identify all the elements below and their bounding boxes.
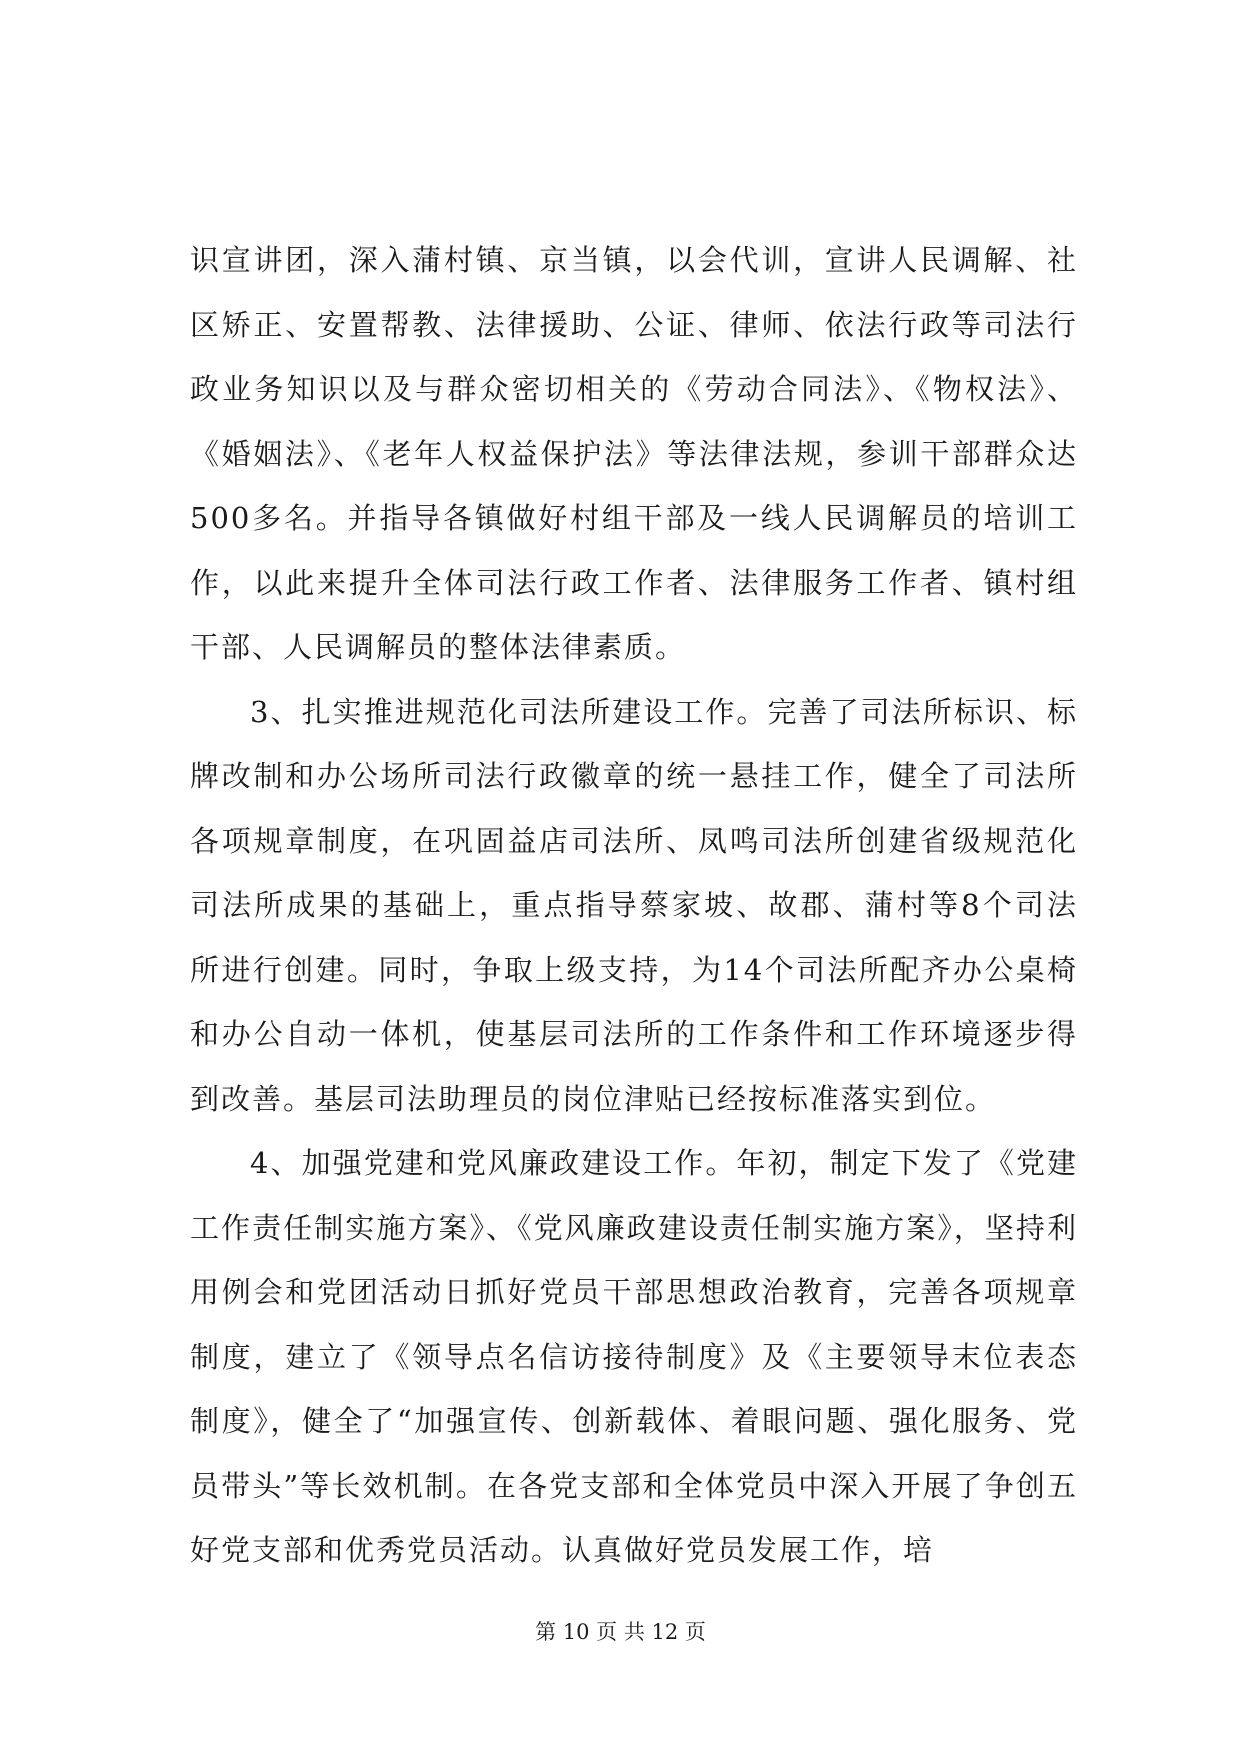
page-number-footer: 第 10 页 共 12 页 [535, 1620, 706, 1644]
paragraph-party-building: 4、加强党建和党风廉政建设工作。年初，制定下发了《党建工作责任制实施方案》、《党风廉政建设责任制实施方案》，坚持利用例会和党团活动日抓好党员干部思想政治教育，完善各项规章制度，建立了《领导点名信访接待制度》及《主要领导末位表态制度》，健全了“加强宣传、创新载体、着眼问题、强化服务、党员带头”等长效机制。在各党支部和全体党员中深入开展了争创五好党支部和优秀党员活动。认真做好党员发展工作，培 [190, 1146, 1078, 1567]
paragraph-judicial-office-construction: 3、扎实推进规范化司法所建设工作。完善了司法所标识、标牌改制和办公场所司法行政徽章的统一悬挂工作，健全了司法所各项规章制度，在巩固益店司法所、凤鸣司法所创建省级规范化司法所成果的基础上，重点指导蔡家坡、故郡、蒲村等8个司法所进行创建。同时，争取上级支持，为14个司法所配齐办公桌椅和办公自动一体机，使基层司法所的工作条件和工作环境逐步得到改善。基层司法助理员的岗位津贴已经按标准落实到位。 [190, 694, 1078, 1116]
paragraph-training: 识宣讲团，深入蒲村镇、京当镇，以会代训，宣讲人民调解、社区矫正、安置帮教、法律援助、公证、律师、依法行政等司法行政业务知识以及与群众密切相关的《劳动合同法》、《物权法》、《婚姻法》、《老年人权益保护法》等法律法规，参训干部群众达500多名。并指导各镇做好村组干部及一线人民调解员的培训工作，以此来提升全体司法行政工作者、法律服务工作者、镇村组干部、人民调解员的整体法律素质。 [190, 243, 1078, 664]
document-body [190, 228, 1078, 1583]
